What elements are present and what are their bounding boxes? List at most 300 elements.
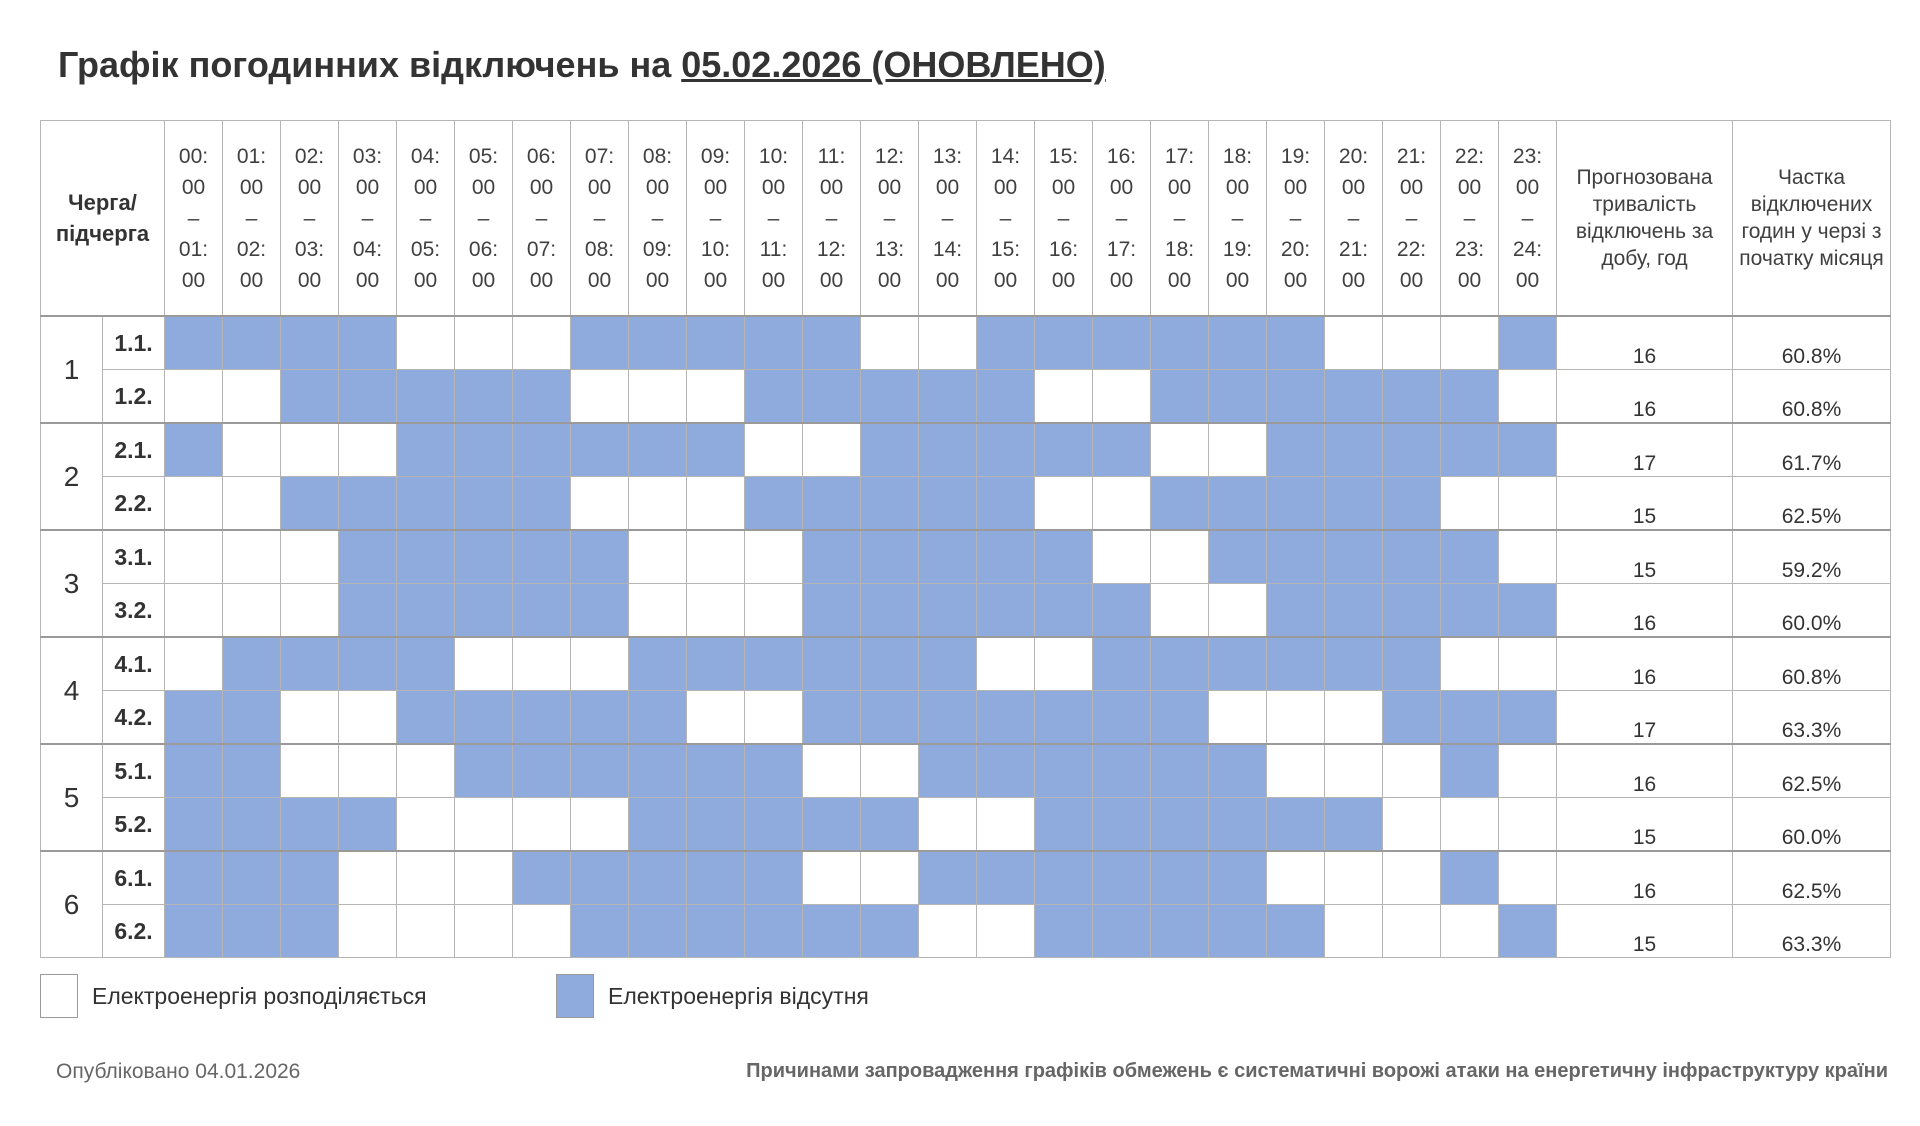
- outage-cell: [1441, 370, 1499, 424]
- outage-cell: [861, 423, 919, 477]
- hour-header-part: 23:: [1512, 144, 1543, 168]
- outage-cell: [745, 316, 803, 370]
- outage-cell: [629, 316, 687, 370]
- hour-header: [803, 121, 861, 317]
- hour-header: [165, 121, 223, 317]
- hour-header-part: 01:: [236, 144, 267, 168]
- power-cell: [803, 423, 861, 477]
- outage-cell: [629, 423, 687, 477]
- outage-cell: [1441, 530, 1499, 584]
- outage-cell: [1383, 691, 1441, 745]
- outage-cell: [1035, 798, 1093, 852]
- outage-cell: [1499, 905, 1557, 958]
- queue-header: [41, 121, 165, 317]
- hour-header-part: 00: [1399, 175, 1424, 199]
- power-cell: [397, 744, 455, 798]
- outage-cell: [1151, 370, 1209, 424]
- subqueue-label: 5.2.: [103, 798, 165, 852]
- outage-cell: [687, 637, 745, 691]
- hour-header-part: 00: [181, 268, 206, 292]
- hour-header-part: –: [883, 206, 896, 230]
- outage-cell: [1267, 370, 1325, 424]
- outage-cell: [223, 691, 281, 745]
- hour-header: [1383, 121, 1441, 317]
- hour-header-part: 06:: [468, 237, 499, 261]
- power-cell: [165, 637, 223, 691]
- schedule-row: [41, 744, 1891, 798]
- forecast-hours: 16: [1557, 637, 1733, 691]
- power-cell: [165, 370, 223, 424]
- outage-cell: [339, 530, 397, 584]
- outage-cell: [1441, 744, 1499, 798]
- power-cell: [745, 584, 803, 638]
- outage-cell: [919, 637, 977, 691]
- power-cell: [861, 851, 919, 905]
- outage-cell: [1383, 423, 1441, 477]
- hour-header-part: 08:: [584, 237, 615, 261]
- hour-header-part: 03:: [352, 144, 383, 168]
- hour-header: [281, 121, 339, 317]
- power-cell: [1499, 851, 1557, 905]
- outage-cell: [281, 477, 339, 531]
- queue-group-label: 4: [41, 637, 103, 744]
- forecast-header: Прогнозована тривалість відключень за добу, год: [1557, 121, 1733, 317]
- hour-header: [977, 121, 1035, 317]
- power-cell: [513, 316, 571, 370]
- outage-cell: [455, 423, 513, 477]
- outage-cell: [1035, 691, 1093, 745]
- outage-cell: [397, 637, 455, 691]
- hour-header-part: 00: [529, 268, 554, 292]
- hour-header-part: –: [303, 206, 316, 230]
- outage-cell: [571, 530, 629, 584]
- power-cell: [919, 905, 977, 958]
- outage-cell: [1035, 744, 1093, 798]
- outage-cell: [861, 477, 919, 531]
- hour-header-part: 00: [1283, 175, 1308, 199]
- power-cell: [1441, 637, 1499, 691]
- outage-cell: [165, 798, 223, 852]
- share-percent: 60.8%: [1733, 316, 1891, 370]
- outage-cell: [919, 370, 977, 424]
- outage-cell: [339, 316, 397, 370]
- outage-cell: [397, 691, 455, 745]
- hour-header-part: 11:: [817, 144, 846, 168]
- forecast-hours: 15: [1557, 530, 1733, 584]
- hour-header-part: 01:: [178, 237, 209, 261]
- outage-cell: [223, 316, 281, 370]
- outage-cell: [803, 316, 861, 370]
- hour-header: [1035, 121, 1093, 317]
- outage-cell: [571, 316, 629, 370]
- hour-header: [1267, 121, 1325, 317]
- outage-cell: [687, 851, 745, 905]
- power-cell: [165, 477, 223, 531]
- hour-header-part: 13:: [932, 144, 963, 168]
- subqueue-label: 4.2.: [103, 691, 165, 745]
- hour-header-part: 00: [819, 268, 844, 292]
- schedule-row: [41, 530, 1891, 584]
- hour-header-part: 00: [761, 268, 786, 292]
- hour-header-part: –: [651, 206, 664, 230]
- outage-cell: [339, 584, 397, 638]
- power-cell: [1383, 744, 1441, 798]
- power-cell: [861, 744, 919, 798]
- outage-cell: [455, 584, 513, 638]
- power-cell: [1267, 691, 1325, 745]
- outage-cell: [1441, 423, 1499, 477]
- power-cell: [1499, 370, 1557, 424]
- outage-cell: [1151, 744, 1209, 798]
- outage-cell: [861, 530, 919, 584]
- outage-cell: [1499, 691, 1557, 745]
- power-cell: [1209, 584, 1267, 638]
- hour-header-part: 00: [1515, 268, 1540, 292]
- power-cell: [629, 370, 687, 424]
- outage-cell: [397, 530, 455, 584]
- hour-header-part: –: [999, 206, 1012, 230]
- outage-cell: [1499, 584, 1557, 638]
- outage-cell: [571, 851, 629, 905]
- hour-header-part: 00: [239, 268, 264, 292]
- hour-header-part: –: [245, 206, 258, 230]
- hour-header-part: 17:: [1106, 237, 1137, 261]
- power-cell: [1499, 477, 1557, 531]
- outage-cell: [919, 477, 977, 531]
- hour-header: [1209, 121, 1267, 317]
- power-cell: [1383, 905, 1441, 958]
- outage-cell: [1267, 477, 1325, 531]
- outage-cell: [1499, 316, 1557, 370]
- outage-cell: [223, 637, 281, 691]
- power-cell: [1441, 477, 1499, 531]
- power-cell: [281, 691, 339, 745]
- hour-header-part: 22:: [1396, 237, 1427, 261]
- outage-cell: [629, 744, 687, 798]
- outage-cell: [571, 423, 629, 477]
- power-cell: [223, 423, 281, 477]
- power-cell: [803, 851, 861, 905]
- hour-header: [455, 121, 513, 317]
- outage-cell: [223, 744, 281, 798]
- hour-header: [339, 121, 397, 317]
- hour-header-part: 18:: [1164, 237, 1195, 261]
- schedule-row: [41, 905, 1891, 958]
- hour-header-part: 09:: [700, 144, 731, 168]
- forecast-hours: 15: [1557, 477, 1733, 531]
- hour-header-part: 00: [877, 268, 902, 292]
- outage-cell: [861, 370, 919, 424]
- outage-cell: [1267, 798, 1325, 852]
- power-cell: [223, 584, 281, 638]
- hour-header-part: 00: [1167, 175, 1192, 199]
- hour-header-part: –: [825, 206, 838, 230]
- hour-header-part: 00: [703, 175, 728, 199]
- outage-cell: [1093, 744, 1151, 798]
- hour-header-part: 18:: [1222, 144, 1253, 168]
- outage-cell: [977, 851, 1035, 905]
- outage-cell: [1325, 637, 1383, 691]
- power-cell: [919, 316, 977, 370]
- outage-cell: [455, 530, 513, 584]
- outage-cell: [745, 905, 803, 958]
- outage-cell: [455, 744, 513, 798]
- hour-header-part: 05:: [468, 144, 499, 168]
- outage-cell: [919, 423, 977, 477]
- power-cell: [1151, 423, 1209, 477]
- power-cell: [397, 851, 455, 905]
- outage-cell: [1209, 477, 1267, 531]
- outage-cell: [977, 423, 1035, 477]
- hour-header-part: –: [361, 206, 374, 230]
- outage-cell: [1267, 905, 1325, 958]
- hour-header-part: 17:: [1164, 144, 1195, 168]
- hour-header-part: –: [1231, 206, 1244, 230]
- power-cell: [919, 798, 977, 852]
- outage-cell: [803, 905, 861, 958]
- outage-cell: [1441, 584, 1499, 638]
- queue-group-label: 2: [41, 423, 103, 530]
- power-cell: [571, 477, 629, 531]
- hour-header: [1441, 121, 1499, 317]
- hour-header: [919, 121, 977, 317]
- hour-header: [1325, 121, 1383, 317]
- outage-cell: [281, 370, 339, 424]
- power-cell: [1035, 637, 1093, 691]
- power-cell: [687, 691, 745, 745]
- hour-header-part: 00: [761, 175, 786, 199]
- hour-header-part: 00: [1167, 268, 1192, 292]
- hour-header-part: 00: [703, 268, 728, 292]
- outage-cell: [513, 423, 571, 477]
- share-percent: 62.5%: [1733, 477, 1891, 531]
- outage-cell: [803, 637, 861, 691]
- outage-cell: [977, 370, 1035, 424]
- power-cell: [1325, 316, 1383, 370]
- outage-cell: [919, 744, 977, 798]
- power-cell: [339, 905, 397, 958]
- outage-cell: [1441, 851, 1499, 905]
- outage-cell: [861, 798, 919, 852]
- hour-header-part: 00: [1051, 175, 1076, 199]
- power-cell: [1499, 530, 1557, 584]
- outage-cell: [1209, 798, 1267, 852]
- outage-cell: [1093, 905, 1151, 958]
- outage-cell: [455, 691, 513, 745]
- power-cell: [339, 423, 397, 477]
- outage-cell: [571, 744, 629, 798]
- outage-cell: [1151, 905, 1209, 958]
- outage-cell: [803, 798, 861, 852]
- hour-header-part: 00: [1457, 268, 1482, 292]
- title-date: 05.02.2026 (ОНОВЛЕНО): [681, 44, 1106, 85]
- outage-cell: [745, 477, 803, 531]
- forecast-hours: 16: [1557, 316, 1733, 370]
- power-cell: [339, 744, 397, 798]
- forecast-hours: 16: [1557, 584, 1733, 638]
- hour-header: [397, 121, 455, 317]
- power-cell: [455, 798, 513, 852]
- hour-header: [861, 121, 919, 317]
- outage-cell: [977, 744, 1035, 798]
- power-cell: [281, 423, 339, 477]
- outage-cell: [629, 851, 687, 905]
- power-cell: [1035, 370, 1093, 424]
- hour-header-part: –: [1463, 206, 1476, 230]
- outage-cell: [1093, 423, 1151, 477]
- hour-header-part: –: [1521, 206, 1534, 230]
- power-cell: [1093, 370, 1151, 424]
- outage-cell: [397, 423, 455, 477]
- outage-cell: [687, 905, 745, 958]
- schedule-row: [41, 637, 1891, 691]
- outage-cell: [1151, 637, 1209, 691]
- power-cell: [223, 370, 281, 424]
- share-percent: 60.8%: [1733, 370, 1891, 424]
- power-cell: [165, 530, 223, 584]
- hour-header-part: –: [535, 206, 548, 230]
- hour-header-part: 10:: [758, 144, 789, 168]
- subqueue-label: 2.2.: [103, 477, 165, 531]
- outage-cell: [281, 316, 339, 370]
- hour-header-part: 00:: [178, 144, 209, 168]
- schedule-row: [41, 798, 1891, 852]
- hour-header-part: 00: [1109, 268, 1134, 292]
- hour-header-part: –: [187, 206, 200, 230]
- forecast-hours: 16: [1557, 851, 1733, 905]
- hour-header: [1499, 121, 1557, 317]
- hour-header-part: –: [419, 206, 432, 230]
- power-cell: [1383, 798, 1441, 852]
- schedule-row: [41, 691, 1891, 745]
- hour-header-part: –: [593, 206, 606, 230]
- outage-cell: [687, 423, 745, 477]
- subqueue-label: 4.1.: [103, 637, 165, 691]
- outage-cell: [397, 584, 455, 638]
- power-cell: [1151, 530, 1209, 584]
- forecast-hours: 15: [1557, 905, 1733, 958]
- power-cell: [513, 798, 571, 852]
- outage-cell: [513, 530, 571, 584]
- outage-cell: [1267, 530, 1325, 584]
- outage-cell: [1209, 370, 1267, 424]
- schedule-row: [41, 584, 1891, 638]
- outage-cell: [1383, 530, 1441, 584]
- outage-cell: [165, 744, 223, 798]
- outage-cell: [1209, 744, 1267, 798]
- power-cell: [1093, 530, 1151, 584]
- power-cell: [513, 637, 571, 691]
- outage-cell: [513, 584, 571, 638]
- hour-header-part: 08:: [642, 144, 673, 168]
- title-prefix: Графік погодинних відключень на: [58, 44, 672, 85]
- hour-header-part: 04:: [352, 237, 383, 261]
- outage-cell: [1325, 477, 1383, 531]
- outage-cell: [745, 798, 803, 852]
- power-cell: [1209, 691, 1267, 745]
- share-percent: 63.3%: [1733, 905, 1891, 958]
- hour-header-part: 00: [1225, 268, 1250, 292]
- subqueue-label: 1.2.: [103, 370, 165, 424]
- outage-cell: [919, 691, 977, 745]
- hour-header-part: 00: [1341, 175, 1366, 199]
- outage-cell: [223, 798, 281, 852]
- power-cell: [1499, 637, 1557, 691]
- outage-cell: [1383, 370, 1441, 424]
- power-cell: [977, 637, 1035, 691]
- share-percent: 62.5%: [1733, 744, 1891, 798]
- legend-on: [40, 974, 427, 1018]
- hour-header-part: 11:: [759, 237, 788, 261]
- power-cell: [745, 691, 803, 745]
- outage-cell: [1035, 584, 1093, 638]
- forecast-hours: 16: [1557, 744, 1733, 798]
- outage-cell: [165, 905, 223, 958]
- hour-header-part: 00: [877, 175, 902, 199]
- outage-cell: [1093, 798, 1151, 852]
- power-cell: [281, 530, 339, 584]
- hour-header-part: 00: [297, 175, 322, 199]
- hour-header-part: 06:: [526, 144, 557, 168]
- outage-cell: [223, 851, 281, 905]
- subqueue-label: 5.1.: [103, 744, 165, 798]
- outage-cell: [1383, 637, 1441, 691]
- outage-cell: [1267, 584, 1325, 638]
- hour-header-part: 12:: [874, 144, 905, 168]
- power-cell: [1209, 423, 1267, 477]
- outage-cell: [687, 798, 745, 852]
- outage-cell: [281, 905, 339, 958]
- hour-header-part: 21:: [1396, 144, 1427, 168]
- outage-cell: [803, 691, 861, 745]
- page-title: [58, 44, 1106, 86]
- schedule-table: [40, 120, 1891, 958]
- power-cell: [1441, 798, 1499, 852]
- outage-cell: [687, 316, 745, 370]
- outage-cell: [745, 637, 803, 691]
- hour-header-part: –: [941, 206, 954, 230]
- power-cell: [803, 744, 861, 798]
- power-cell: [571, 637, 629, 691]
- hour-header-part: 00: [1283, 268, 1308, 292]
- hour-header-part: 00: [645, 268, 670, 292]
- hour-header-part: –: [1115, 206, 1128, 230]
- hour-header-part: 19:: [1222, 237, 1253, 261]
- power-cell: [687, 370, 745, 424]
- forecast-hours: 17: [1557, 691, 1733, 745]
- outage-cell: [1209, 316, 1267, 370]
- power-cell: [1325, 691, 1383, 745]
- hour-header-part: 23:: [1454, 237, 1485, 261]
- share-percent: 60.0%: [1733, 798, 1891, 852]
- outage-cell: [1093, 584, 1151, 638]
- hour-header-part: 14:: [932, 237, 963, 261]
- power-cell: [1325, 905, 1383, 958]
- outage-cell: [861, 637, 919, 691]
- queue-group-label: 5: [41, 744, 103, 851]
- outage-cell: [803, 584, 861, 638]
- subqueue-label: 6.1.: [103, 851, 165, 905]
- power-cell: [1325, 851, 1383, 905]
- hour-header-part: 16:: [1048, 237, 1079, 261]
- header-row: [41, 121, 1891, 317]
- outage-cell: [339, 798, 397, 852]
- hour-header-part: 00: [993, 175, 1018, 199]
- outage-cell: [397, 370, 455, 424]
- hour-header-part: 00: [587, 175, 612, 199]
- outage-cell: [919, 584, 977, 638]
- share-percent: 60.0%: [1733, 584, 1891, 638]
